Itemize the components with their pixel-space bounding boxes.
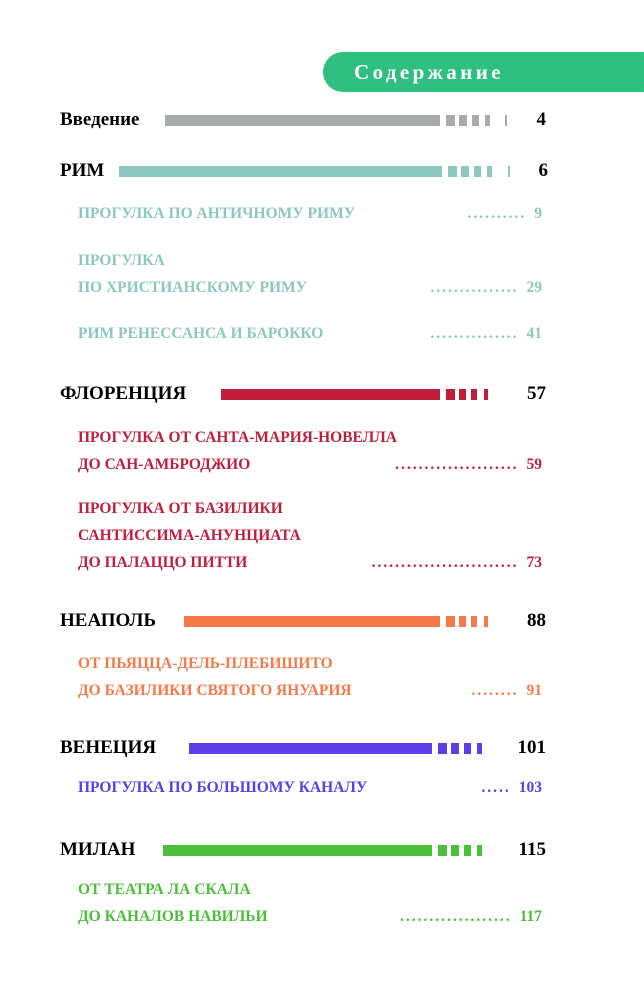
toc-entry-line	[78, 200, 542, 227]
entry-title-text: ОТ ПЬЯЦЦА-ДЕЛЬ-ПЛЕБИШИТО	[78, 655, 333, 672]
section-leader-dash	[446, 389, 455, 400]
toc-entry[interactable]	[78, 320, 542, 347]
section-leader-dash	[459, 616, 466, 627]
entry-title-text: ПРОГУЛКА ОТ САНТА-МАРИЯ-НОВЕЛЛА	[78, 429, 397, 446]
section-leader-dash	[487, 166, 492, 177]
toc-entry-line	[78, 774, 542, 801]
entry-title-text: ПРОГУЛКА	[78, 252, 165, 269]
toc-entry-line	[78, 424, 542, 451]
entry-page-number: 91	[526, 682, 542, 699]
toc-section-row[interactable]	[0, 609, 644, 633]
toc-entry-line	[78, 247, 542, 274]
entry-page-number: 29	[526, 279, 542, 296]
section-leader-bar	[163, 845, 432, 856]
section-leader-dash	[459, 389, 466, 400]
entry-page-number: 9	[534, 205, 542, 222]
toc-entry[interactable]	[78, 200, 542, 227]
toc-section-row[interactable]	[0, 736, 644, 760]
contents-title: Содержание	[354, 60, 504, 84]
entry-page-number: 41	[526, 325, 542, 342]
entry-page-number: 103	[518, 779, 542, 796]
section-leader-bar	[184, 616, 440, 627]
entry-title-text: САНТИССИМА-АНУНЦИАТА	[78, 527, 301, 544]
section-title[interactable]: Введение	[60, 109, 140, 130]
toc-entry-line	[78, 650, 542, 677]
section-leader-dash	[472, 115, 479, 126]
toc-entry-line	[78, 320, 542, 347]
toc-section-row[interactable]	[0, 159, 644, 183]
section-leader-dash	[448, 166, 457, 177]
toc-section-row[interactable]	[0, 108, 644, 132]
entry-title-text: ДО САН-АМБРОДЖИО	[78, 456, 251, 473]
section-leader-dash	[477, 743, 482, 754]
entry-title-text: ДО БАЗИЛИКИ СВЯТОГО ЯНУАРИЯ	[78, 682, 352, 699]
entry-title-text: ДО КАНАЛОВ НАВИЛЬИ	[78, 908, 268, 925]
section-leader-dash	[451, 743, 459, 754]
toc-entry[interactable]	[78, 424, 542, 478]
toc-entry[interactable]	[78, 876, 542, 930]
section-title[interactable]: ФЛОРЕНЦИЯ	[60, 383, 187, 404]
entry-title-text: ОТ ТЕАТРА ЛА СКАЛА	[78, 881, 251, 898]
section-leader-dash	[471, 616, 477, 627]
section-leader-bar	[165, 115, 440, 126]
entry-title-text: РИМ РЕНЕССАНСА И БАРОККО	[78, 325, 324, 342]
section-leader-tick	[505, 115, 507, 126]
section-title[interactable]: НЕАПОЛЬ	[60, 610, 157, 631]
section-leader-dash	[464, 845, 471, 856]
toc-entry[interactable]	[78, 650, 542, 704]
section-leader-bar	[221, 389, 440, 400]
entry-dot-leader: ...............	[430, 325, 519, 342]
section-page-number: 101	[517, 737, 546, 758]
entry-dot-leader: ........	[471, 682, 519, 699]
section-page-number: 88	[527, 610, 546, 631]
entry-title-text: ПРОГУЛКА ПО БОЛЬШОМУ КАНАЛУ	[78, 779, 368, 796]
toc-entry[interactable]	[78, 495, 542, 576]
section-leader-dash	[471, 389, 477, 400]
toc-entry-line	[78, 903, 542, 930]
toc-entry[interactable]	[78, 247, 542, 301]
section-leader-dash	[459, 115, 467, 126]
section-page-number: 57	[527, 383, 546, 404]
section-leader-dash	[446, 616, 455, 627]
section-leader-bar	[189, 743, 432, 754]
toc-section-row[interactable]	[0, 382, 644, 406]
section-leader-dash	[464, 743, 471, 754]
toc-entry-line	[78, 549, 542, 576]
section-title[interactable]: РИМ	[60, 160, 105, 181]
section-leader-dash	[474, 166, 481, 177]
entry-dot-leader: .....................	[395, 456, 519, 473]
toc-entry[interactable]	[78, 774, 542, 801]
section-leader-bar	[119, 166, 442, 177]
toc-entry-line	[78, 677, 542, 704]
section-leader-dash	[484, 616, 489, 627]
section-leader-dash	[461, 166, 469, 177]
section-leader-dash	[446, 115, 455, 126]
entry-title-text: ПРОГУЛКА ОТ БАЗИЛИКИ	[78, 500, 283, 517]
toc-entry-line	[78, 495, 542, 522]
toc-entry-line	[78, 876, 542, 903]
entry-title-text: ДО ПАЛАЦЦО ПИТТИ	[78, 554, 248, 571]
entry-dot-leader: .....	[481, 779, 511, 796]
entry-dot-leader: ..........	[467, 205, 527, 222]
toc-section-row[interactable]	[0, 838, 644, 862]
entry-title-text: ПРОГУЛКА ПО АНТИЧНОМУ РИМУ	[78, 205, 356, 222]
section-title[interactable]: ВЕНЕЦИЯ	[60, 737, 157, 758]
section-leader-dash	[477, 845, 482, 856]
section-page-number: 4	[536, 109, 546, 130]
entry-dot-leader: ...............	[430, 279, 519, 296]
section-leader-dash	[438, 743, 447, 754]
section-leader-tick	[508, 166, 510, 177]
entry-page-number: 117	[519, 908, 542, 925]
section-leader-dash	[451, 845, 459, 856]
section-leader-dash	[484, 389, 489, 400]
toc-entry-line	[78, 274, 542, 301]
section-leader-dash	[438, 845, 447, 856]
section-title[interactable]: МИЛАН	[60, 839, 136, 860]
entry-page-number: 59	[526, 456, 542, 473]
entry-dot-leader: ...................	[399, 908, 512, 925]
section-page-number: 6	[538, 160, 548, 181]
section-page-number: 115	[518, 839, 546, 860]
entry-title-text: ПО ХРИСТИАНСКОМУ РИМУ	[78, 279, 308, 296]
entry-page-number: 73	[526, 554, 542, 571]
section-leader-dash	[485, 115, 490, 126]
entry-dot-leader: .........................	[371, 554, 519, 571]
toc-entry-line	[78, 522, 542, 549]
toc-entry-line	[78, 451, 542, 478]
